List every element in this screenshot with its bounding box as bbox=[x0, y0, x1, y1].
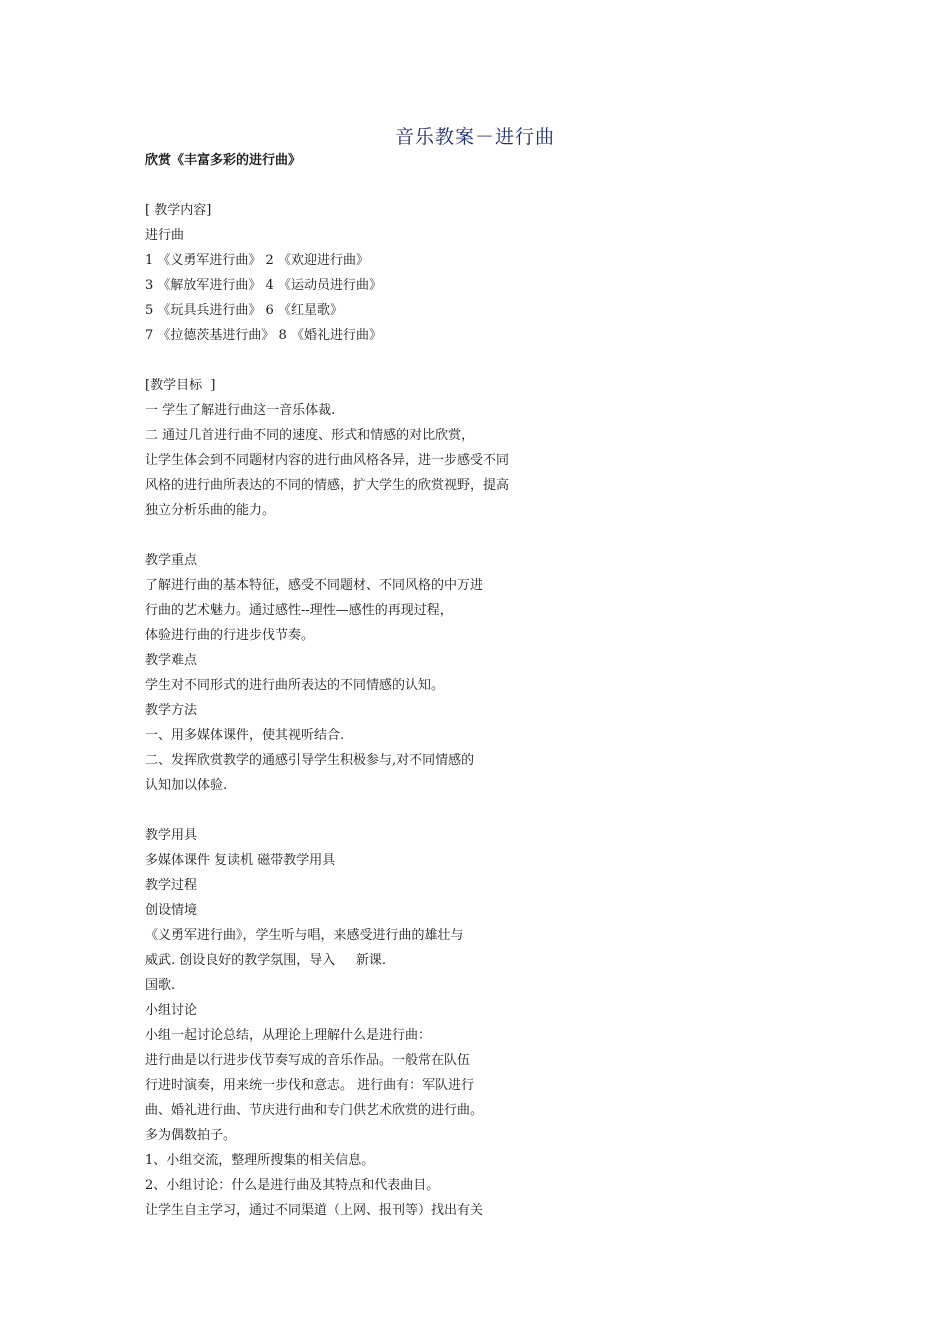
text-line: 3 《解放军进行曲》 4 《运动员进行曲》 bbox=[145, 278, 382, 293]
text-line: 进行曲 bbox=[145, 228, 185, 243]
text-line bbox=[145, 523, 845, 548]
text-line: 教学难点 bbox=[145, 653, 198, 668]
text-line: 行进时演奏，用来统一步伐和意志。 进行曲有：军队进行 bbox=[145, 1078, 475, 1093]
text-line bbox=[145, 798, 845, 823]
text-line: [教学目标 ] bbox=[145, 378, 216, 393]
text-line: 曲、婚礼进行曲、节庆进行曲和专门供艺术欣赏的进行曲。 bbox=[145, 1103, 484, 1118]
text-line: 1、小组交流，整理所搜集的相关信息。 bbox=[145, 1153, 375, 1168]
document-title: 音乐教案－进行曲 bbox=[394, 126, 555, 148]
text-line: 教学重点 bbox=[145, 553, 198, 568]
text-line: 国歌. bbox=[145, 978, 176, 993]
text-line: 教学用具 bbox=[145, 828, 198, 843]
text-line: 威武. 创设良好的教学氛围，导入 新课. bbox=[145, 953, 387, 968]
text-line: 二 通过几首进行曲不同的速度、形式和情感的对比欣赏， bbox=[145, 428, 475, 443]
text-line: 创设情境 bbox=[145, 903, 198, 918]
document-body bbox=[145, 198, 845, 1223]
text-line: 独立分析乐曲的能力。 bbox=[145, 503, 276, 518]
text-line: 一、用多媒体课件，使其视听结合. bbox=[145, 728, 345, 743]
text-line: 认知加以体验. bbox=[145, 778, 228, 793]
text-line: 二、发挥欣赏教学的通感引导学生积极参与,对不同情感的 bbox=[145, 753, 475, 768]
text-line: 小组一起讨论总结，从理论上理解什么是进行曲： bbox=[145, 1028, 432, 1043]
text-line bbox=[145, 348, 845, 373]
text-line: 多为偶数拍子。 bbox=[145, 1128, 237, 1143]
text-line: 5 《玩具兵进行曲》 6 《红星歌》 bbox=[145, 303, 343, 318]
text-line: 行曲的艺术魅力。通过感性--理性—感性的再现过程， bbox=[145, 603, 453, 618]
text-line: 学生对不同形式的进行曲所表达的不同情感的认知。 bbox=[145, 678, 445, 693]
text-line: 教学过程 bbox=[145, 878, 198, 893]
text-line: 教学方法 bbox=[145, 703, 198, 718]
text-line: 7 《拉德茨基进行曲》 8 《婚礼进行曲》 bbox=[145, 328, 382, 343]
text-line: 让学生体会到不同题材内容的进行曲风格各异，进一步感受不同 bbox=[145, 453, 510, 468]
text-line: 2、小组讨论：什么是进行曲及其特点和代表曲目。 bbox=[145, 1178, 440, 1193]
text-line: 小组讨论 bbox=[145, 1003, 198, 1018]
text-line: [ 教学内容] bbox=[145, 203, 212, 218]
text-line: 一 学生了解进行曲这一音乐体裁. bbox=[145, 403, 336, 418]
document-subtitle: 欣赏《丰富多彩的进行曲》 bbox=[145, 153, 302, 168]
text-line: 风格的进行曲所表达的不同的情感，扩大学生的欣赏视野，提高 bbox=[145, 478, 510, 493]
text-line: 让学生自主学习，通过不同渠道（上网、报刊等）找出有关 bbox=[145, 1203, 484, 1218]
text-line: 了解进行曲的基本特征，感受不同题材、不同风格的中万进 bbox=[145, 578, 484, 593]
text-line: 1 《义勇军进行曲》 2 《欢迎进行曲》 bbox=[145, 253, 369, 268]
text-line: 体验进行曲的行进步伐节奏。 bbox=[145, 628, 315, 643]
text-line: 多媒体课件 复读机 磁带教学用具 bbox=[145, 853, 336, 868]
text-line: 进行曲是以行进步伐节奏写成的音乐作品。一般常在队伍 bbox=[145, 1053, 471, 1068]
text-line: 《义勇军进行曲》，学生听与唱，来感受进行曲的雄壮与 bbox=[145, 928, 464, 943]
